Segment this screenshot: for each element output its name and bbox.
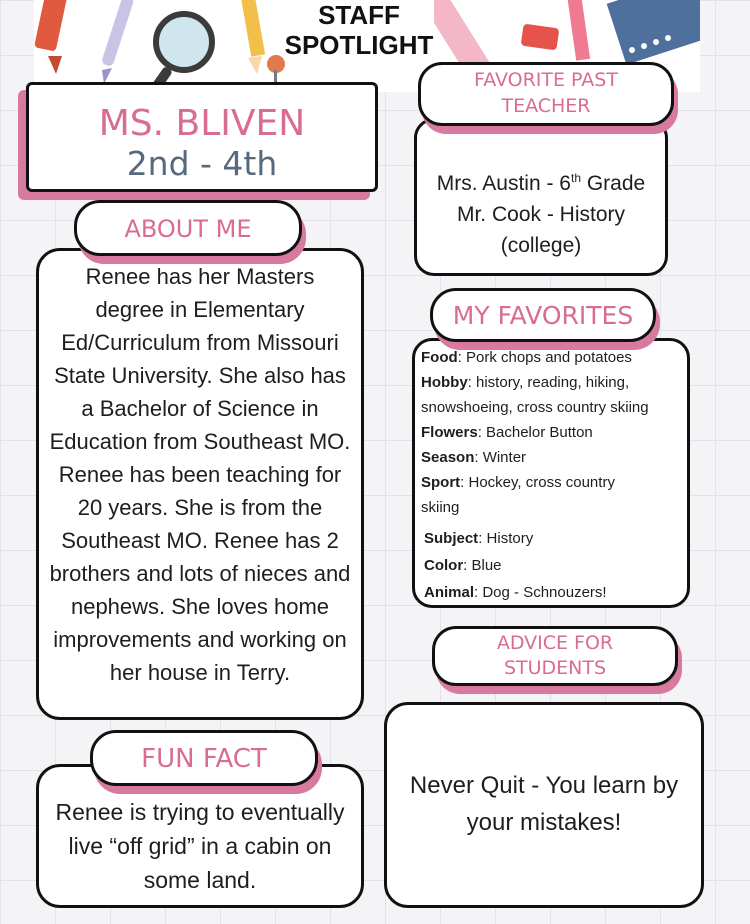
staff-spotlight-title (274, 0, 444, 60)
fun-fact-heading-pill (90, 730, 318, 786)
fun-fact-heading: FUN FACT (141, 744, 267, 774)
favorite-item-hobby: Hobby: history, reading, hiking, (421, 374, 630, 391)
favorite-item-sport-cont: skiing (421, 499, 460, 516)
favorite-past-teacher-heading-line-1: FAVORITE PAST (474, 69, 618, 91)
favorite-item-animal: Animal: Dog - Schnouzers! (424, 584, 607, 601)
favorite-item-season: Season: Winter (421, 449, 527, 466)
teacher-name: MS. BLIVEN (98, 103, 306, 144)
favorite-item-sport: Sport: Hockey, cross country (421, 474, 615, 491)
title-line-1: STAFF (318, 0, 400, 30)
advice-heading-line-2: STUDENTS (503, 657, 607, 679)
pen-icon (94, 0, 144, 92)
favorite-past-teacher-heading-line-2: TEACHER (501, 95, 591, 117)
past-teacher-2: Mr. Cook - History (456, 203, 626, 226)
past-teacher-1: Mrs. Austin - 6th Grade (436, 171, 646, 195)
my-favorites-heading-pill (430, 288, 656, 342)
about-me-heading-pill (74, 200, 302, 256)
about-me-text: Renee has her Masters degree in Elementary Ed/Curriculum from Missouri State University. She also has a Bachelor of Science in Education from Southeast MO. Renee has been teaching for 20 years. She is from the Southeast MO. Renee has 2 brothers and lots of nieces and nephews. She loves home improvements and working on her house in Terry. (49, 264, 351, 685)
favorite-item-subject: Subject: History (424, 530, 534, 547)
fun-fact-text: Renee is trying to eventually live “off grid” in a cabin on some land. (55, 799, 345, 893)
favorites-list (415, 341, 687, 605)
marker-icon (34, 0, 94, 92)
about-me-card (36, 248, 364, 720)
teacher-name-card (26, 82, 378, 192)
favorite-past-teacher-list (417, 121, 665, 261)
title-line-2: SPOTLIGHT (284, 30, 434, 60)
favorite-item-food: Food: Pork chops and potatoes (421, 349, 632, 366)
past-teacher-3: (college) (500, 234, 582, 257)
favorite-past-teacher-heading-pill (418, 62, 674, 126)
advice-heading-pill (432, 626, 678, 686)
advice-text: Never Quit - You learn by your mistakes! (409, 772, 679, 836)
about-me-heading: ABOUT ME (124, 215, 252, 243)
favorite-item-hobby-cont: snowshoeing, cross country skiing (421, 399, 649, 416)
advice-card (384, 702, 704, 908)
favorite-item-color: Color: Blue (424, 557, 502, 574)
favorite-past-teacher-card (414, 118, 668, 276)
my-favorites-card (412, 338, 690, 608)
my-favorites-heading: MY FAVORITES (452, 301, 634, 330)
teacher-grades: 2nd - 4th (126, 144, 278, 183)
favorite-item-flowers: Flowers: Bachelor Button (421, 424, 593, 441)
magnifier-icon (144, 4, 224, 92)
advice-heading-line-1: ADVICE FOR (496, 632, 614, 654)
